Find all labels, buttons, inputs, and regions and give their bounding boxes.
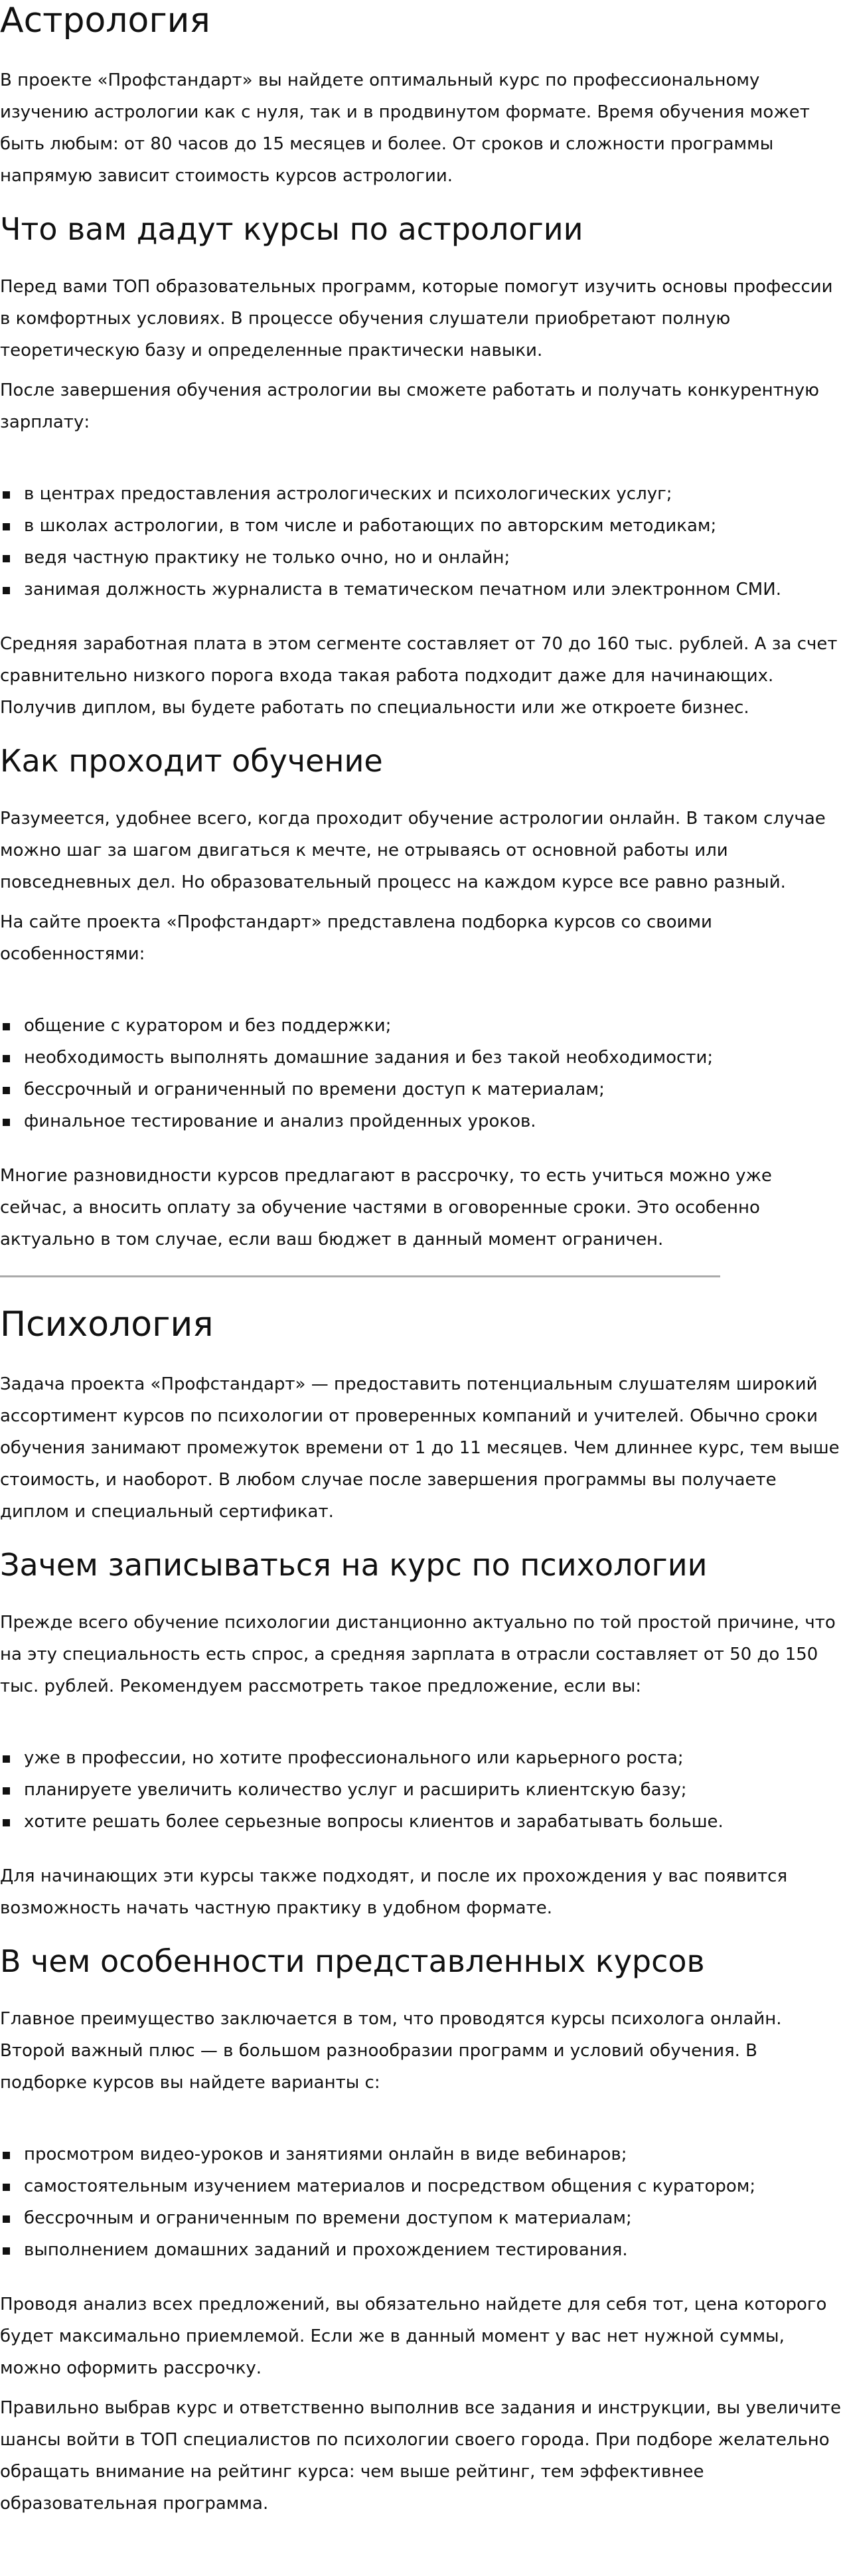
list-item: бессрочный и ограниченный по времени доступ к материалам; (0, 1074, 843, 1105)
list-item: хотите решать более серьезные вопросы клиентов и зарабатывать больше. (0, 1806, 843, 1838)
astrology-career-list (0, 478, 843, 605)
paragraph: Перед вами ТОП образовательных программ, которые помогут изучить основы профессии в комфортных условиях. В процессе обучения слушатели приобретают полную теоретическую базу и определенные практически навыки. (0, 277, 833, 361)
psychology-section (0, 1304, 843, 2520)
list-item: бессрочным и ограниченным по времени доступом к материалам; (0, 2202, 843, 2234)
psychology-title: Психология (0, 1305, 214, 1344)
psychology-options-list (0, 2138, 843, 2266)
paragraph: Средняя заработная плата в этом сегменте составляет от 70 до 160 тыс. рублей. А за счет сравнительно низкого порога входа такая работа подходит даже для начинающих. Получив диплом, вы будете работать по специальности или же откроете бизнес. (0, 634, 838, 718)
paragraph: Для начинающих эти курсы также подходят, и после их прохождения у вас появится возможность начать частную практику в удобном формате. (0, 1866, 788, 1918)
astrology-features-list (0, 1010, 843, 1137)
paragraph: Главное преимущество заключается в том, что проводятся курсы психолога онлайн. Второй важный плюс — в большом разнообразии программ и условий обучения. В подборке курсов вы найдете варианты с: (0, 2009, 782, 2093)
paragraph: Прежде всего обучение психологии дистанционно актуально по той простой причине, что на эту специальность есть спрос, а средняя зарплата в отрасли составляет от 50 до 150 тыс. рублей. Рекомендуем рассмотреть такое предложение, если вы: (0, 1613, 836, 1696)
psychology-intro: Задача проекта «Профстандарт» — предоставить потенциальным слушателям широкий ассортимент курсов по психологии от проверенных компаний и учителей. Обычно сроки обучения занимают промежуток времени от 1 до 11 месяцев. Чем длиннее курс, тем выше стоимость, и наоборот. В любом случае после завершения программы вы получаете диплом и специальный сертификат. (0, 1374, 840, 1522)
list-item: общение с куратором и без поддержки; (0, 1010, 843, 1042)
psychology-why-heading: Зачем записываться на курс по психологии (0, 1547, 708, 1583)
list-item: финальное тестирование и анализ пройденных уроков. (0, 1105, 843, 1137)
list-item: планируете увеличить количество услуг и расширить клиентскую базу; (0, 1774, 843, 1806)
list-item: просмотром видео-уроков и занятиями онлайн в виде вебинаров; (0, 2138, 843, 2170)
paragraph: Многие разновидности курсов предлагают в рассрочку, то есть учиться можно уже сейчас, а вносить оплату за обучение частями в оговоренные сроки. Это особенно актуально в том случае, если ваш бюджет в данный момент ограничен. (0, 1166, 772, 1249)
astrology-section (0, 0, 843, 1255)
list-item: в школах астрологии, в том числе и работающих по авторским методикам; (0, 510, 843, 542)
paragraph: Проводя анализ всех предложений, вы обязательно найдете для себя тот, цена которого будет максимально приемлемой. Если же в данный момент у вас нет нужной суммы, можно оформить рассрочку. (0, 2294, 827, 2378)
psychology-features-heading: В чем особенности представленных курсов (0, 1943, 705, 1979)
list-item: выполнением домашних заданий и прохождением тестирования. (0, 2234, 843, 2266)
astrology-intro: В проекте «Профстандарт» вы найдете оптимальный курс по профессиональному изучению астрологии как с нуля, так и в продвинутом формате. Время обучения может быть любым: от 80 часов до 15 месяцев и более. От сроков и сложности программы напрямую зависит стоимость курсов астрологии. (0, 70, 810, 186)
list-item: самостоятельным изучением материалов и посредством общения с куратором; (0, 2170, 843, 2202)
list-item: уже в профессии, но хотите профессионального или карьерного роста; (0, 1742, 843, 1774)
list-item: необходимость выполнять домашние задания и без такой необходимости; (0, 1042, 843, 1074)
paragraph: Разумеется, удобнее всего, когда проходит обучение астрологии онлайн. В таком случае можно шаг за шагом двигаться к мечте, не отрываясь от основной работы или повседневных дел. Но образовательный процесс на каждом курсе все равно разный. (0, 809, 826, 892)
astrology-benefits-heading: Что вам дадут курсы по астрологии (0, 211, 583, 247)
section-divider (0, 1275, 720, 1277)
paragraph: После завершения обучения астрологии вы сможете работать и получать конкурентную зарплату: (0, 380, 819, 432)
psychology-audience-list (0, 1742, 843, 1838)
list-item: ведя частную практику не только очно, но и онлайн; (0, 542, 843, 574)
astrology-title: Астрология (0, 1, 210, 40)
paragraph: На сайте проекта «Профстандарт» представлена подборка курсов со своими особенностями: (0, 912, 712, 964)
astrology-process-heading: Как проходит обучение (0, 743, 383, 779)
list-item: в центрах предоставления астрологических и психологических услуг; (0, 478, 843, 510)
paragraph: Правильно выбрав курс и ответственно выполнив все задания и инструкции, вы увеличите шансы войти в ТОП специалистов по психологии своего города. При подборе желательно обращать внимание на рейтинг курса: чем выше рейтинг, тем эффективнее образовательная программа. (0, 2398, 842, 2514)
list-item: занимая должность журналиста в тематическом печатном или электронном СМИ. (0, 574, 843, 605)
